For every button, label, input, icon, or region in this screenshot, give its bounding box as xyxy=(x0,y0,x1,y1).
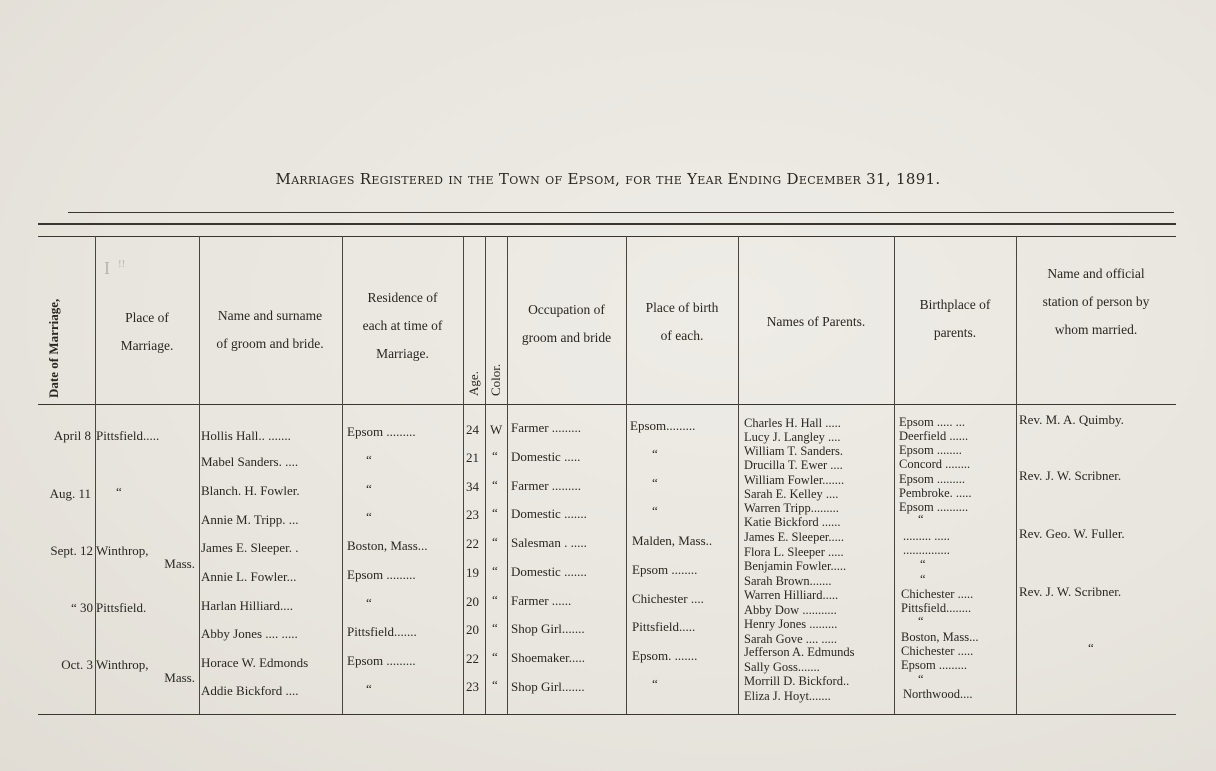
groom-father: Jefferson A. Edmunds xyxy=(744,645,855,659)
header-residence: Residence of each at time of Marriage. xyxy=(362,290,443,361)
bride-mother: Sarah Gove .... ..... xyxy=(744,632,838,646)
groom-mother: Abby Dow ........... xyxy=(744,603,837,617)
groom-mother: Flora L. Sleeper ..... xyxy=(744,545,844,559)
bride-birthplace: “ xyxy=(652,676,658,691)
bride-mother: Drucilla T. Ewer .... xyxy=(744,458,843,472)
groom-residence: Boston, Mass... xyxy=(347,538,428,553)
groom-occupation: Salesman . ..... xyxy=(511,535,587,550)
groom-age: 22 xyxy=(466,651,479,666)
col-divider xyxy=(463,236,464,714)
date: April 8 xyxy=(53,428,91,443)
top-rule-thin xyxy=(68,212,1174,213)
groom-mother: Sarah E. Kelley .... xyxy=(744,487,839,501)
bride-age: 23 xyxy=(466,507,479,522)
header-birthplace: Place of birth of each. xyxy=(645,300,719,343)
bleed-mark: I xyxy=(104,258,110,278)
header-age: Age. xyxy=(466,371,481,396)
place: “ xyxy=(116,484,122,499)
date: “ 30 xyxy=(70,600,93,615)
groom-residence: Epsom ......... xyxy=(347,653,416,668)
bride-color: “ xyxy=(492,505,498,520)
bride-occupation: Domestic ..... xyxy=(511,449,581,464)
groom-name: Blanch. H. Fowler. xyxy=(201,483,300,498)
officiant: Rev. M. A. Quimby. xyxy=(1019,412,1124,427)
groom-mother-birthplace: Pembroke. ..... xyxy=(899,486,972,500)
bride-name: Abby Jones .... ..... xyxy=(201,626,298,641)
groom-name: James E. Sleeper. . xyxy=(201,540,299,555)
officiant: Rev. J. W. Scribner. xyxy=(1019,468,1122,483)
groom-father-birthplace: Epsom ..... ... xyxy=(899,415,965,429)
officiant: Rev. Geo. W. Fuller. xyxy=(1019,526,1125,541)
bride-mother: Katie Bickford ...... xyxy=(744,515,841,529)
bride-name: Mabel Sanders. .... xyxy=(201,454,299,469)
header-place: Place of Marriage. xyxy=(120,310,174,353)
groom-birthplace: Epsom......... xyxy=(630,418,696,433)
place-line2: Mass. xyxy=(164,670,195,685)
groom-mother-birthplace: Pittsfield........ xyxy=(901,601,972,615)
groom-residence: “ xyxy=(366,481,372,496)
officiant: “ xyxy=(1088,640,1094,655)
header-color: Color. xyxy=(488,363,503,396)
groom-name: Harlan Hilliard.... xyxy=(201,598,294,613)
bride-father: Morrill D. Bickford.. xyxy=(744,674,850,688)
groom-father-birthplace: Epsom ......... xyxy=(899,472,965,486)
groom-mother-birthplace: ............... xyxy=(903,543,950,557)
groom-mother-birthplace: Epsom ......... xyxy=(901,658,967,672)
bride-birthplace: “ xyxy=(652,446,658,461)
bride-father-birthplace: “ xyxy=(918,614,924,628)
groom-birthplace: “ xyxy=(652,475,658,490)
groom-birthplace: Malden, Mass.. xyxy=(632,533,713,548)
date: Aug. 11 xyxy=(49,486,91,501)
bride-residence: Pittsfield....... xyxy=(347,624,417,639)
bride-residence: Epsom ......... xyxy=(347,567,416,582)
bride-father: William T. Sanders. xyxy=(744,444,844,458)
header-parents-birthplace: Birthplace of parents. xyxy=(919,297,991,340)
bride-name: Annie L. Fowler... xyxy=(201,569,297,584)
bride-residence: “ xyxy=(366,509,372,524)
groom-father: William Fowler....... xyxy=(744,473,845,487)
bride-mother-birthplace: Boston, Mass... xyxy=(901,630,979,644)
bride-name: Addie Bickford .... xyxy=(201,683,299,698)
bride-mother: Eliza J. Hoyt....... xyxy=(744,689,831,703)
groom-mother-birthplace: Deerfield ...... xyxy=(899,429,969,443)
groom-occupation: Shoemaker..... xyxy=(511,650,586,665)
groom-age: 22 xyxy=(466,536,479,551)
date: Oct. 3 xyxy=(61,657,93,672)
bride-mother-birthplace: Concord ........ xyxy=(899,457,971,471)
place: Pittsfield. xyxy=(96,600,147,615)
bride-father: Warren Tripp......... xyxy=(744,501,839,515)
groom-color: “ xyxy=(492,592,498,607)
groom-mother: Sally Goss....... xyxy=(744,660,820,674)
bride-father-birthplace: Epsom .......... xyxy=(899,500,969,514)
bride-birthplace: Epsom ........ xyxy=(632,562,698,577)
header-top-rule xyxy=(38,236,1176,237)
bride-father-birthplace: Epsom ........ xyxy=(899,443,962,457)
groom-age: 24 xyxy=(466,422,479,437)
bride-mother-birthplace: Northwood.... xyxy=(903,687,973,701)
groom-age: 20 xyxy=(466,594,479,609)
groom-residence: “ xyxy=(366,595,372,610)
bride-father: Benjamin Fowler..... xyxy=(744,559,847,573)
groom-father-birthplace: Chichester ..... xyxy=(901,644,974,658)
bride-color: “ xyxy=(492,620,498,635)
place: Winthrop, xyxy=(96,543,149,558)
bride-father: Henry Jones ......... xyxy=(744,617,838,631)
bride-age: 23 xyxy=(466,679,479,694)
header-date: Date of Marriage, xyxy=(46,298,61,398)
groom-color: “ xyxy=(492,477,498,492)
bride-birthplace: Pittsfield..... xyxy=(632,619,696,634)
place-line2: Mass. xyxy=(164,556,195,571)
groom-residence: Epsom ......... xyxy=(347,424,416,439)
groom-father: Charles H. Hall ..... xyxy=(744,416,841,430)
header-parents: Names of Parents. xyxy=(766,314,866,329)
col-divider xyxy=(485,236,486,714)
officiant: Rev. J. W. Scribner. xyxy=(1019,584,1122,599)
bride-color: “ xyxy=(492,448,498,463)
bride-color: “ xyxy=(492,563,498,578)
groom-mother: Lucy J. Langley .... xyxy=(744,430,841,444)
groom-father: Warren Hilliard..... xyxy=(744,588,839,602)
groom-name: Hollis Hall.. ....... xyxy=(201,428,291,443)
header-names: Name and surname of groom and bride. xyxy=(216,308,324,351)
groom-color: “ xyxy=(492,534,498,549)
groom-age: 34 xyxy=(466,479,479,494)
bride-age: 20 xyxy=(466,622,479,637)
top-rule xyxy=(38,223,1176,225)
bride-occupation: Shop Girl....... xyxy=(511,679,585,694)
groom-occupation: Farmer ...... xyxy=(511,593,572,608)
place: Winthrop, xyxy=(96,657,149,672)
bride-color: “ xyxy=(492,677,498,692)
bleed-mark: !! xyxy=(118,258,126,270)
groom-color: W xyxy=(490,422,503,437)
groom-birthplace: Epsom. ....... xyxy=(632,648,698,663)
bride-mother-birthplace: “ xyxy=(918,512,924,526)
bride-father-birthplace: “ xyxy=(918,672,924,686)
groom-birthplace: Chichester .... xyxy=(632,591,704,606)
bride-occupation: Domestic ....... xyxy=(511,506,587,521)
bride-mother-birthplace: “ xyxy=(920,572,926,586)
groom-occupation: Farmer ......... xyxy=(511,478,582,493)
bride-residence: “ xyxy=(366,681,372,696)
groom-name: Horace W. Edmonds xyxy=(201,655,309,670)
groom-father: James E. Sleeper..... xyxy=(744,530,844,544)
groom-father-birthplace: ......... ..... xyxy=(903,529,950,543)
bottom-rule xyxy=(38,714,1176,715)
bride-residence: “ xyxy=(366,452,372,467)
bride-name: Annie M. Tripp. ... xyxy=(201,512,299,527)
header-officiant: Name and official station of person by whom married. xyxy=(1042,266,1150,337)
header-occupation: Occupation of groom and bride xyxy=(521,302,612,345)
bride-occupation: Domestic ....... xyxy=(511,564,587,579)
bride-birthplace: “ xyxy=(652,503,658,518)
bride-occupation: Shop Girl....... xyxy=(511,621,585,636)
bride-mother: Sarah Brown....... xyxy=(744,574,832,588)
bride-age: 21 xyxy=(466,450,479,465)
groom-occupation: Farmer ......... xyxy=(511,420,582,435)
place: Pittsfield..... xyxy=(96,428,160,443)
header-bottom-rule xyxy=(38,404,1176,405)
date: Sept. 12 xyxy=(50,543,93,558)
bride-father-birthplace: “ xyxy=(920,557,926,571)
bride-age: 19 xyxy=(466,565,479,580)
page-title: Marriages Registered in the Town of Epsom, for the Year Ending December 31, 1891. xyxy=(275,170,941,188)
groom-color: “ xyxy=(492,649,498,664)
groom-father-birthplace: Chichester ..... xyxy=(901,587,974,601)
